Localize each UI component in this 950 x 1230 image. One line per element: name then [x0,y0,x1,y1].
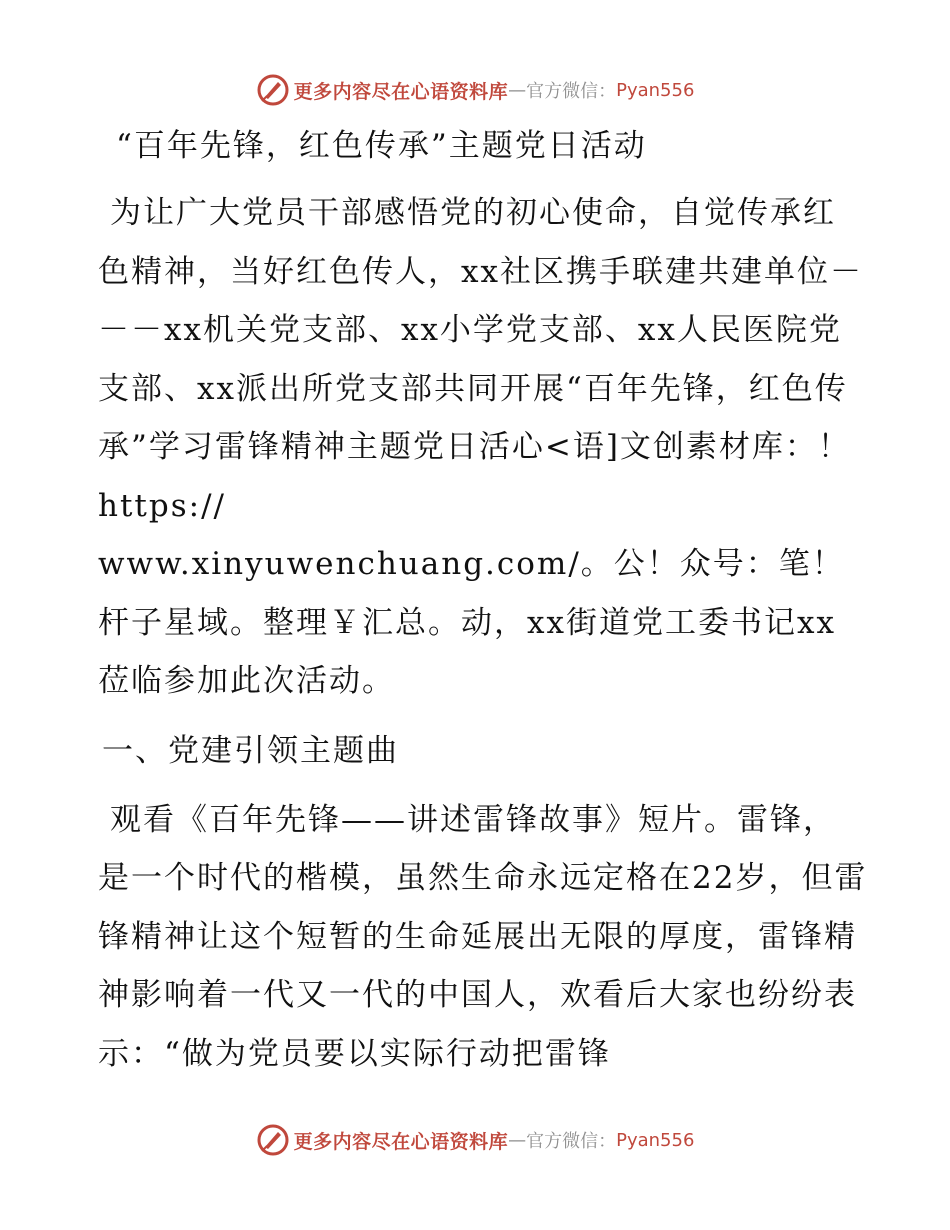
watermark-banner-top [0,68,950,112]
watermark-brand-text: 更多内容尽在心语资料库 [293,80,509,103]
pen-logo-icon [256,73,290,107]
intro-paragraph: 为让广大党员干部感悟党的初心使命，自觉传承红色精神，当好红色传人，xx社区携手联建共建单位－－－xx机关党支部、xx小学党支部、xx人民医院党支部、xx派出所党支部共同开展“百年先锋，红色传承”学习雷锋精神主题党日活心<语]文创素材库：！https:// [98,195,863,524]
watermark-wechat-id: Pyan556 [616,1129,695,1151]
url-paragraph: www.xinyuwenchuang.com/。公！众号：笔！杆子星域。整理￥汇总。动，xx街道党工委书记xx莅临参加此次活动。 [98,546,845,699]
watermark-wechat-id: Pyan556 [616,79,695,101]
section-heading: 一、党建引领主题曲 [102,732,399,769]
pen-logo-icon [256,1123,290,1157]
watermark-wechat-label: 官方微信： [526,1131,617,1152]
body-paragraph: 观看《百年先锋——讲述雷锋故事》短片。雷锋，是一个时代的楷模，虽然生命永远定格在22岁，但雷锋精神让这个短暂的生命延展出无限的厚度，雷锋精神影响着一代又一代的中国人，欢看后大家也纷纷表示：“做为党员要以实际行动把雷锋 [98,801,868,1072]
watermark-banner-bottom [0,1118,950,1162]
watermark-wechat-label: 官方微信： [526,81,617,102]
watermark-separator: — [508,79,527,101]
watermark-brand-text: 更多内容尽在心语资料库 [293,1130,509,1153]
document-title: “百年先锋，红色传承”主题党日活动 [116,128,647,164]
document-body [98,120,868,1083]
watermark-separator: — [508,1129,527,1151]
